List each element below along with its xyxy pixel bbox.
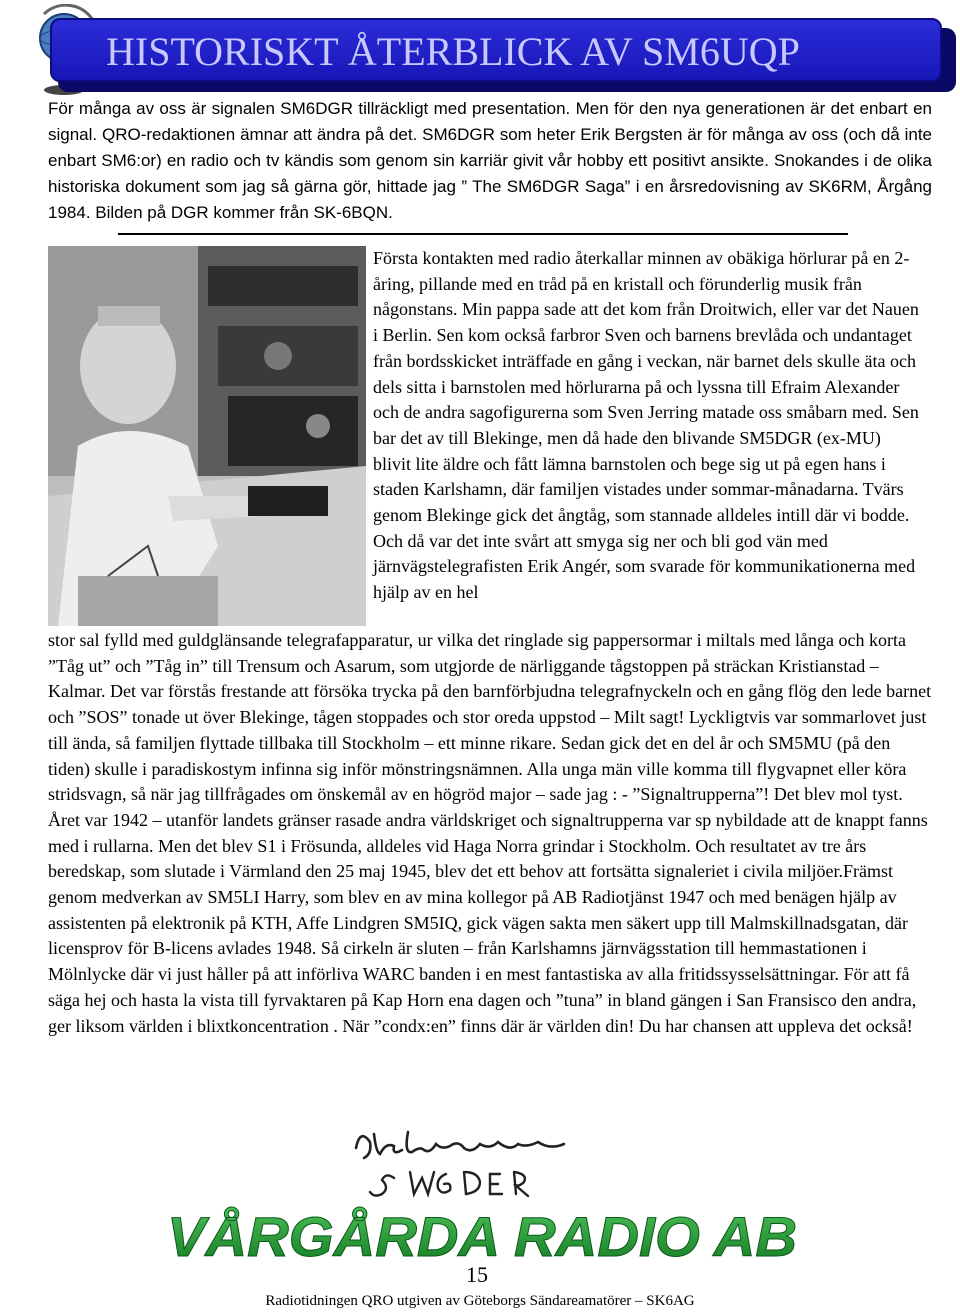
article-photo	[48, 246, 366, 626]
intro-paragraph: För många av oss är signalen SM6DGR tillräckligt med presentation. Men för den nya generationen är det enbart en signal. QRO-redaktionen ämnar att ändra på det. SM6DGR som heter Erik Bergsten är för många av oss (och då inte enbart SM6:or) en radio och tv kändis som genom sin karriär givit vår hobby ett positivt ansikte. Snokandes i de olika historiska dokument som jag så gärna gör, hittade jag ” The SM6DGR Saga” i en årsredovisning av SK6RM, Årgång 1984. Bilden på DGR kommer från SK-6BQN.	[48, 99, 932, 222]
svg-text:VÅRGÅRDA RADIO AB: VÅRGÅRDA RADIO AB	[167, 1205, 797, 1264]
page-title: HISTORISKT ÅTERBLICK AV SM6UQP	[106, 29, 800, 74]
page-footer: Radiotidningen QRO utgiven av Göteborgs Sändareamatörer – SK6AG	[265, 1293, 695, 1309]
divider	[118, 233, 848, 235]
article-paragraph-start: Första kontakten med radio återkallar minnen av obäkiga hörlurar på en 2-åring, pillande med en tråd på en kristall och förunderlig musik från någonstans. Min pappa sade att det kom från Droitwich, eller var det Nauen i Berlin. Sen kom också farbror Sven och barnens brevlåda och undantaget från bordsskicket inträffade en gång i veckan, när barnet dels skulle äta och dels sitta i barnstolen med hörlurarna på och lyssna till Efraim Alexander och de andra sagofigurerna som Sven Jerring matade oss småbarn med. Sen bar det av till Blekinge, men då hade den blivande SM5DGR (ex-MU) blivit lite äldre och fått lämna barnstolen och bege sig ut på egen hans i staden Karlshamn, där familjen vistades under sommar-månadarna. Tvärs genom Blekinge gick det ångtåg, som stannade alldeles intill där vi bodde. Och då var det inte svårt att smyga sig ner och bli god vän med järnvägstelegrafisten Erik Angér, som svarade för kommunikationerna med hjälp av en hel	[373, 248, 919, 603]
article-paragraph-continued: stor sal fylld med guldglänsande telegrafapparatur, ur vilka det ringlade sig pappersormar i miltals med långa och korta ”Tåg ut” och ”Tåg in” till Trensum och Asarum, som utgjorde de närliggande tågstoppen på sträckan Kristianstad – Kalmar. Det var förstås frestande att försöka trycka på den barnförbjudna telegrafnyckeln och en gång flög den lede barnet och ”SOS” tonade ut över Blekinge, tågen stoppades och stor oreda uppstod – Milt sagt! Lyckligtvis var sommarlovet just till ända, så familjen flyttade tillbaka till Stockholm – ett minne rikare. Sedan gick det en del år och SM5MU (på den tiden) skulle i paradiskostym infinna sig inför mönstringsnämnen. Alla unga män ville komma till flygvapnet eller köra stridsvagn, så när jag tillfrågades om önskemål av en högröd major – sade jag : - ”Signaltrupperna”! Det blev mol tyst. Året var 1942 – utanför landets gränser rasade andra världskriget och signaltrupperna var sp nybildade att de knappt fanns med i rullarna. Men det blev S1 i Frösunda, alldeles vid Haga Norra grindar i Stockholm. Och resultatet av tre års beredskap, som slutade i Värmland den 25 maj 1945, blev det ett behov att fortsätta signaleriet i civila miljöer.Främst genom medverkan av SM5LI Harry, som blev en av mina kollegor på AB Radiotjänst 1947 och med benägen hjälp av assistenten på elektronik på KTH, Affe Lindgren SM5IQ, gick vägen sakta men säkert upp till Malmskillnadsgatan, där licensprov för B-licens avlades 1948. Så cirkeln är sluten – från Karlshamns järnvägsstation till hemmastationen i Mölnlycke där vi just håller på att införliva WARC banden i en mest fantastiska av alla fritidssysselsättningar. För att få säga hej och hasta la vista till fyrvaktaren på Kap Horn ena dagen och ”tuna” in bland gängen i San Fransisco den andra, ger liksom världen i blixtkoncentration . När ”condx:en” finns där är världen din! Du har chansen att uppleva det också!	[48, 630, 932, 1036]
article-text-full-width	[48, 628, 932, 1039]
signature-image	[350, 1124, 590, 1210]
article-text-beside-photo	[373, 246, 919, 606]
sponsor-logo	[162, 1204, 802, 1264]
page-number: 15	[466, 1262, 488, 1287]
title-banner	[50, 18, 942, 82]
